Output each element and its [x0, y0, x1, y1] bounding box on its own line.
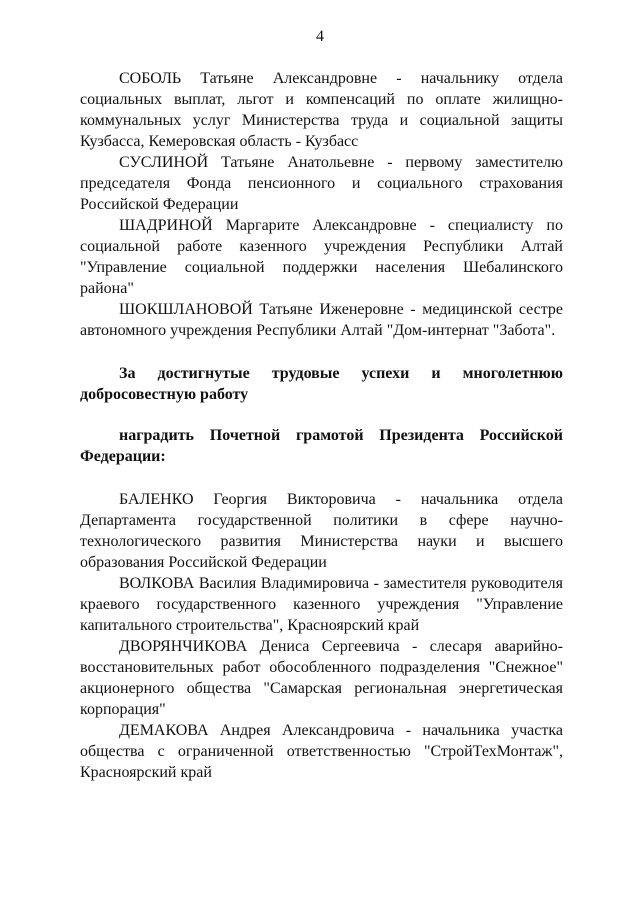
awardee-list-first: [80, 68, 563, 341]
awardee-list-second: [80, 489, 563, 783]
spacer: [80, 467, 563, 489]
spacer: [80, 341, 563, 363]
award-heading: наградить Почетной грамотой Президента Российской Федерации:: [80, 427, 563, 465]
awardee-entry: БАЛЕНКО Георгия Викторовича - начальника отдела Департамента государственной политики в сфере научно-технологического развития Министерства науки и высшего образования Российской Федерации: [80, 491, 563, 571]
awardee-entry: ШАДРИНОЙ Маргарите Александровне - специалисту по социальной работе казенного учреждения Республики Алтай "Управление социальной поддержки населения Шебалинского района": [80, 217, 563, 297]
awardee-entry: СОБОЛЬ Татьяне Александровне - начальнику отдела социальных выплат, льгот и компенсаций по оплате жилищно-коммунальных услуг Министерства труда и социальной защиты Кузбасса, Кемеровская область - Кузбасс: [80, 70, 563, 150]
page-number: 4: [316, 28, 324, 45]
reason-heading: За достигнутые трудовые успехи и многолетнюю добросовестную работу: [80, 365, 563, 403]
document-body: [80, 68, 563, 783]
spacer: [80, 405, 563, 425]
awardee-entry: ДЕМАКОВА Андрея Александровича - начальника участка общества с ограниченной ответственностью "СтройТехМонтаж", Красноярский край: [80, 722, 563, 781]
awardee-entry: ДВОРЯНЧИКОВА Дениса Сергеевича - слесаря аварийно-восстановительных работ обособленного подразделения "Снежное" акционерного общества "Самарская региональная энергетическая корпорация": [80, 638, 563, 718]
awardee-entry: ШОКШЛАНОВОЙ Татьяне Иженеровне - медицинской сестре автономного учреждения Республики Алтай "Дом-интернат "Забота".: [80, 301, 563, 339]
awardee-entry: ВОЛКОВА Василия Владимировича - заместителя руководителя краевого государственного казенного учреждения "Управление капитального строительства", Красноярский край: [80, 575, 563, 634]
awardee-entry: СУСЛИНОЙ Татьяне Анатольевне - первому заместителю председателя Фонда пенсионного и социального страхования Российской Федерации: [80, 154, 563, 213]
